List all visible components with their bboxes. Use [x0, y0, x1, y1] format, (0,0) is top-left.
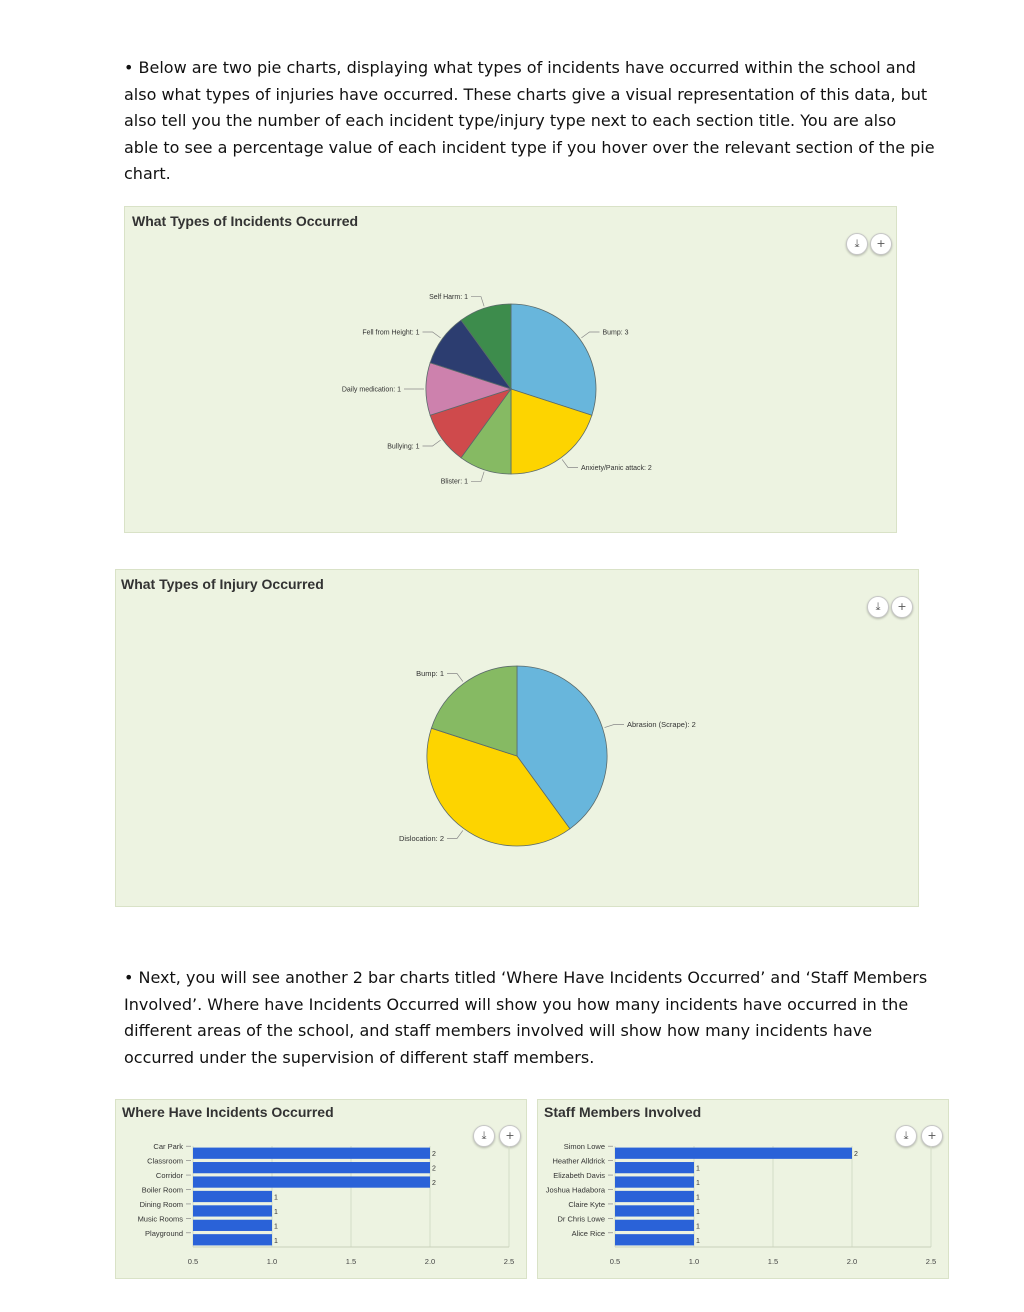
pie-slice-label: Dislocation: 2: [398, 834, 444, 844]
intro-line: also what types of injuries have occurred. These charts give a visual representation of this data, but: [124, 84, 928, 104]
x-tick-label: 0.5: [187, 1257, 199, 1266]
pie-label-leader: [562, 459, 578, 467]
pie-label-leader: [423, 332, 441, 338]
pie-slice-label: Abrasion (Scrape): 2: [627, 720, 696, 730]
bar-value-label: 2: [432, 1151, 436, 1159]
bar[interactable]: [193, 1220, 272, 1231]
download-icon: ⤓: [854, 237, 860, 250]
download-icon: ⤓: [875, 600, 881, 613]
bar-intro-line: different areas of the school, and staff members involved will show how many incidents have: [124, 1021, 873, 1040]
bar-intro-line: Involved’. Where have Incidents Occurred will show you how many incidents have occurred in the: [124, 994, 909, 1014]
bar[interactable]: [193, 1176, 430, 1187]
bar-value-label: 1: [274, 1237, 278, 1245]
y-category-label: Simon Lowe: [563, 1142, 605, 1152]
locations-bar-panel: [115, 1099, 527, 1279]
y-category-label: Heather Alldrick: [552, 1156, 605, 1166]
y-category-label: Dr Chris Lowe: [557, 1214, 605, 1224]
bar-value-label: 1: [274, 1194, 278, 1202]
incidents-pie-chart: [125, 207, 896, 532]
bar-value-label: 1: [696, 1194, 700, 1202]
intro-line: • Below are two pie charts, displaying what types of incidents have occurred within the school and: [124, 58, 916, 77]
download-icon: ⤓: [481, 1129, 487, 1142]
incidents-pie-panel: [124, 206, 897, 533]
bar[interactable]: [615, 1148, 852, 1159]
x-tick-label: 1.5: [345, 1257, 357, 1266]
y-category-label: Alice Rice: [571, 1228, 605, 1238]
x-tick-label: 1.0: [688, 1257, 700, 1266]
bar-intro-line: • Next, you will see another 2 bar charts titled ‘Where Have Incidents Occurred’ and ‘Staff Members: [124, 968, 928, 987]
y-category-label: Music Rooms: [137, 1214, 183, 1224]
bar[interactable]: [615, 1220, 694, 1231]
bar[interactable]: [615, 1162, 694, 1173]
pie-slice-label: Anxiety/Panic attack: 2: [581, 464, 652, 472]
y-category-label: Playground: [145, 1228, 183, 1238]
pie-label-leader: [605, 725, 625, 728]
bar-value-label: 1: [274, 1208, 278, 1216]
plus-icon: +: [927, 1129, 937, 1142]
y-category-label: Dining Room: [139, 1199, 183, 1209]
bar[interactable]: [193, 1162, 430, 1173]
bar-value-label: 2: [432, 1165, 436, 1173]
bar[interactable]: [615, 1234, 694, 1245]
staff-bar-chart: [538, 1100, 948, 1278]
pie-label-leader: [471, 297, 484, 307]
download-icon: ⤓: [903, 1129, 909, 1142]
bar-value-label: 1: [274, 1223, 278, 1231]
locations-bar-chart: [116, 1100, 526, 1278]
bar-intro-paragraph: [124, 965, 927, 1071]
pie-slice-label: Bump: 3: [602, 329, 629, 337]
y-category-label: Classroom: [147, 1156, 183, 1166]
chart-title: Staff Members Involved: [544, 1104, 702, 1120]
bar[interactable]: [615, 1205, 694, 1216]
chart-title: Where Have Incidents Occurred: [122, 1104, 334, 1120]
pie-label-leader: [447, 830, 463, 838]
bar-value-label: 2: [854, 1151, 858, 1159]
pie-slice-label: Blister: 1: [440, 478, 468, 486]
x-tick-label: 2.5: [925, 1257, 937, 1266]
injury-pie-panel: [115, 569, 919, 907]
bar-value-label: 1: [696, 1180, 700, 1188]
bar-intro-line: occurred under the supervision of different staff members.: [124, 1047, 595, 1067]
y-category-label: Elizabeth Davis: [553, 1171, 605, 1181]
x-tick-label: 1.5: [767, 1257, 779, 1266]
plus-icon: +: [876, 237, 886, 250]
pie-slice-label: Daily medication: 1: [341, 386, 401, 394]
pie-label-leader: [423, 440, 441, 446]
bar[interactable]: [193, 1191, 272, 1202]
pie-label-leader: [447, 674, 463, 682]
bar[interactable]: [193, 1205, 272, 1216]
bar[interactable]: [615, 1176, 694, 1187]
x-tick-label: 2.0: [846, 1257, 858, 1266]
pie-slice-label: Fell from Height: 1: [362, 329, 420, 337]
chart-title: What Types of Injury Occurred: [121, 576, 324, 592]
injury-pie-chart: [116, 570, 918, 906]
bar[interactable]: [615, 1191, 694, 1202]
pie-label-leader: [581, 332, 599, 338]
pie-slice-label: Self Harm: 1: [429, 294, 468, 302]
pie-slice-label: Bullying: 1: [387, 443, 420, 451]
bar-value-label: 2: [432, 1180, 436, 1188]
bar-value-label: 1: [696, 1165, 700, 1173]
staff-bar-panel: [537, 1099, 949, 1279]
plus-icon: +: [505, 1129, 515, 1142]
x-tick-label: 0.5: [609, 1257, 621, 1266]
intro-line: able to see a percentage value of each incident type if you hover over the relevant section of the pie: [124, 137, 935, 157]
pie-label-leader: [471, 472, 484, 482]
y-category-label: Boiler Room: [141, 1185, 183, 1195]
x-tick-label: 1.0: [266, 1257, 278, 1266]
intro-line: chart.: [124, 164, 171, 183]
pie-slice-label: Bump: 1: [416, 669, 444, 679]
y-category-label: Car Park: [153, 1142, 183, 1152]
intro-line: also tell you the number of each incident type/injury type next to each section title. You are also: [124, 111, 897, 130]
intro-paragraph: [124, 55, 935, 188]
y-category-label: Joshua Hadabora: [545, 1185, 605, 1195]
x-tick-label: 2.0: [424, 1257, 436, 1266]
bar-value-label: 1: [696, 1223, 700, 1231]
plus-icon: +: [897, 600, 907, 613]
bar-value-label: 1: [696, 1208, 700, 1216]
bar[interactable]: [193, 1234, 272, 1245]
y-category-label: Claire Kyte: [568, 1199, 605, 1209]
chart-title: What Types of Incidents Occurred: [132, 213, 359, 229]
bar[interactable]: [193, 1148, 430, 1159]
y-category-label: Corridor: [155, 1171, 183, 1181]
bar-value-label: 1: [696, 1237, 700, 1245]
x-tick-label: 2.5: [503, 1257, 515, 1266]
